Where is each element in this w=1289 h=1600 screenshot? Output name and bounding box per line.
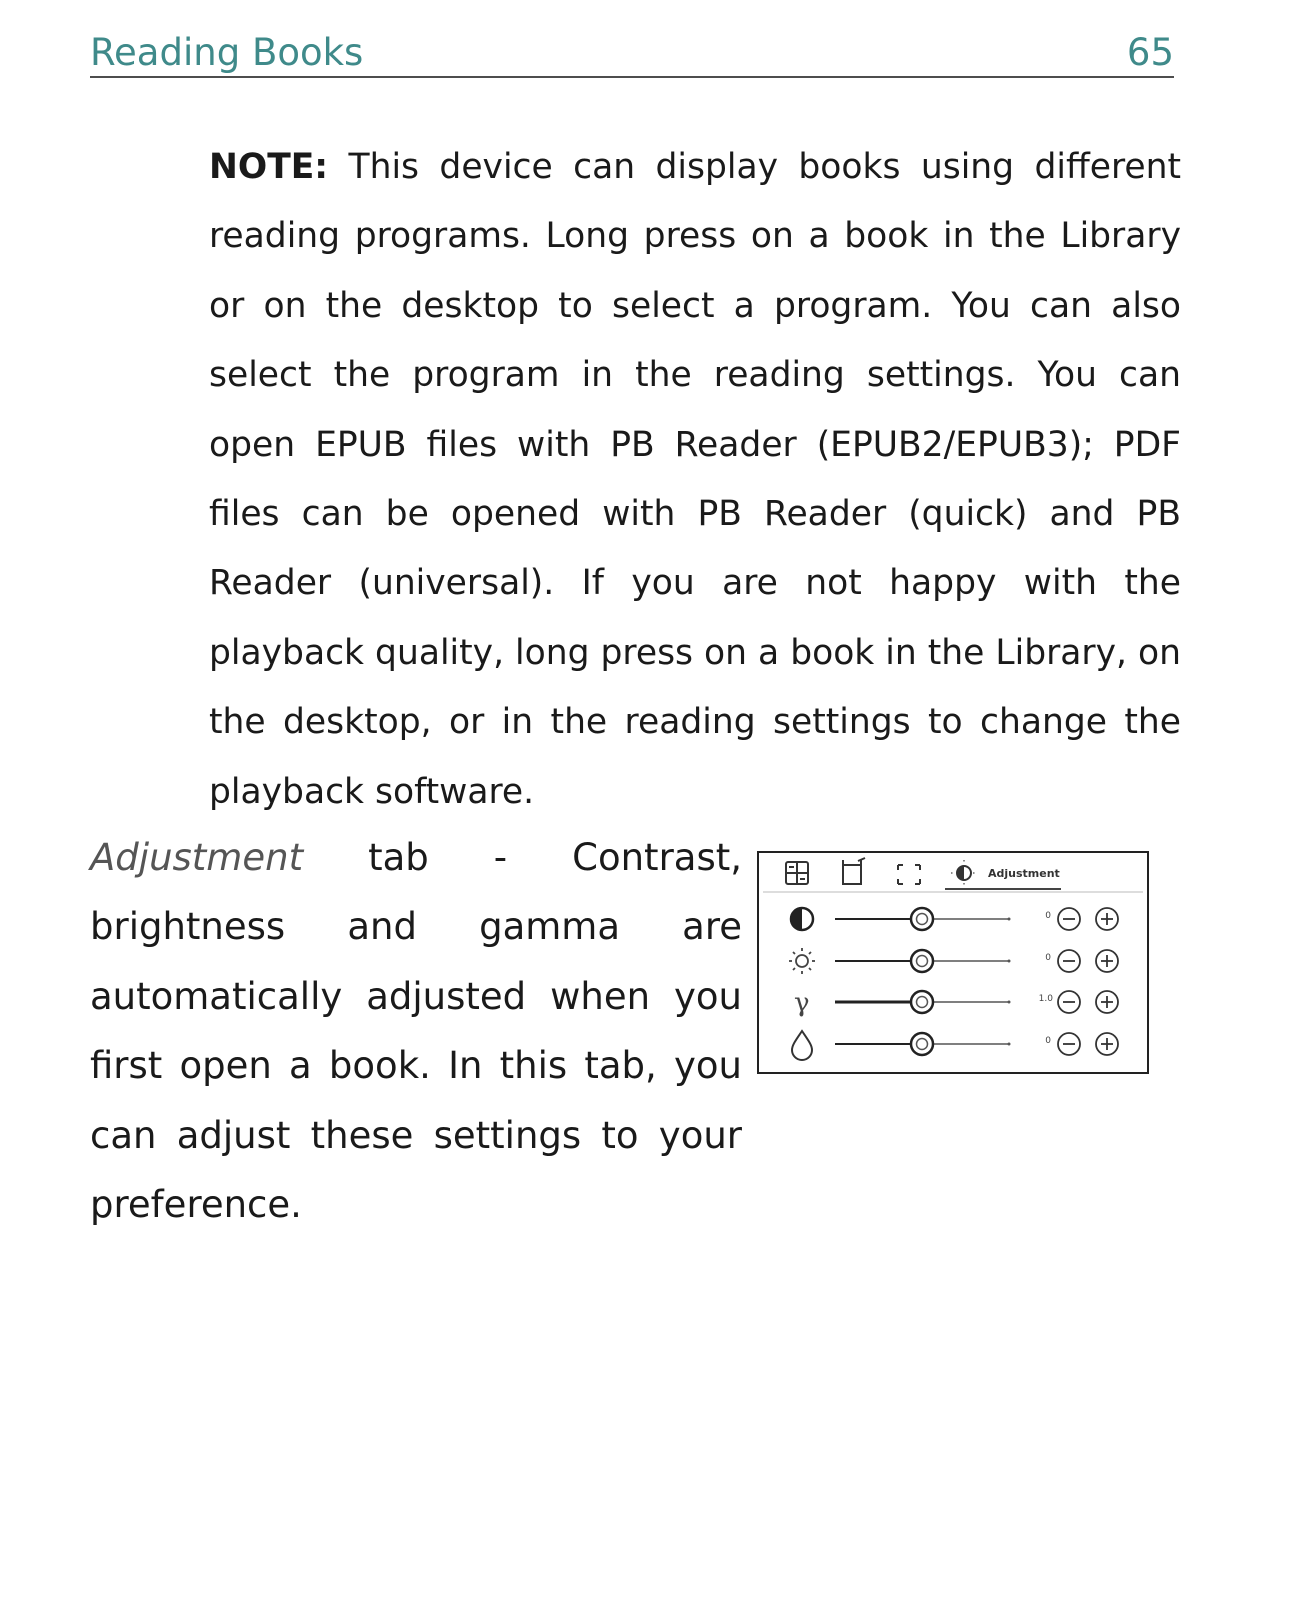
svg-text:γ: γ xyxy=(794,988,810,1018)
gamma-icon xyxy=(794,988,810,1018)
brightness-icon xyxy=(789,948,815,974)
note-label: NOTE: xyxy=(209,147,329,187)
slider-brightness xyxy=(835,950,1011,972)
contrast-value: 0 xyxy=(1045,911,1051,921)
brightness-value: 0 xyxy=(1045,953,1051,963)
plus-icon xyxy=(1096,908,1118,930)
chapter-title: Reading Books xyxy=(90,31,364,74)
contrast-icon xyxy=(791,908,813,930)
plus-icon xyxy=(1096,991,1118,1013)
adjustment-tab-label: Adjustment xyxy=(988,867,1060,880)
minus-icon xyxy=(1058,950,1080,972)
note-paragraph xyxy=(209,133,1181,827)
slider-gamma xyxy=(835,991,1011,1013)
fit-screen-icon xyxy=(898,865,920,884)
note-text: This device can display books using different reading programs. Long press on a book in the Library or on the desktop to select a program. You can also select the program in the reading settings. You can open EPUB files with PB Reader (EPUB2/EPUB3); PDF files can be opened with PB Reader (quick) and PB Reader (universal). If you are not happy with the playback quality, long press on a book in the Library, on the desktop, or in the reading settings to change the playback software. xyxy=(209,147,1181,812)
adjustment-paragraph xyxy=(90,823,742,1239)
contrast-icon xyxy=(951,860,977,886)
minus-icon xyxy=(1058,908,1080,930)
running-header xyxy=(90,30,1174,78)
crop-icon xyxy=(843,858,865,884)
slider-contrast xyxy=(835,908,1011,930)
adjustment-panel-svg xyxy=(759,853,1147,1072)
adjustment-text: tab - Contrast, brightness and gamma are automatically adjusted when you first open a book. In this tab, you can adjust these settings to your preference. xyxy=(90,836,742,1227)
minus-icon xyxy=(1058,991,1080,1013)
plus-icon xyxy=(1096,1033,1118,1055)
gamma-value: 1.0 xyxy=(1038,994,1053,1004)
page-number: 65 xyxy=(1126,31,1174,74)
adjustment-panel-illustration xyxy=(757,851,1149,1074)
adjustment-tab-name: Adjustment xyxy=(90,836,304,879)
warmth-value: 0 xyxy=(1045,1036,1051,1046)
slider-warmth xyxy=(835,1033,1011,1055)
drop-icon xyxy=(792,1031,812,1060)
plus-icon xyxy=(1096,950,1118,972)
minus-icon xyxy=(1058,1033,1080,1055)
layout-icon xyxy=(786,862,808,884)
